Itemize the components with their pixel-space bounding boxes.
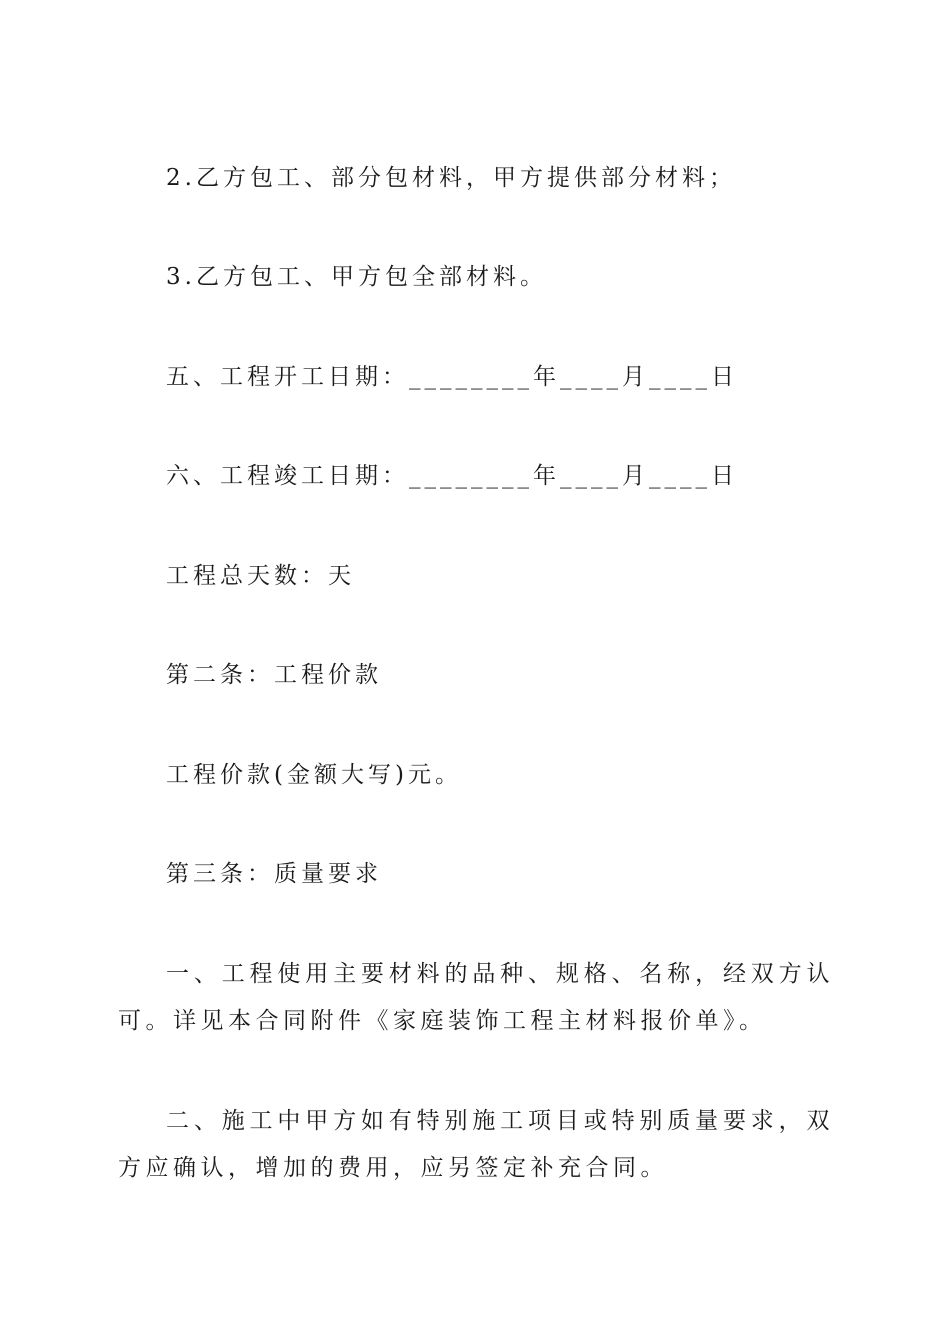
contract-line-project-price: 工程价款(金额大写)元。	[166, 762, 462, 788]
contract-line-total-days: 工程总天数：天	[166, 563, 355, 589]
contract-line-option-2: 2.乙方包工、部分包材料，甲方提供部分材料；	[166, 165, 736, 191]
section-heading-article-3: 第三条：质量要求	[166, 861, 382, 887]
contract-line-start-date: 五、工程开工日期：________年____月____日	[166, 364, 738, 390]
contract-line-option-3: 3.乙方包工、甲方包全部材料。	[166, 264, 547, 290]
quality-clause-1: 一、工程使用主要材料的品种、规格、名称，经双方认可。详见本合同附件《家庭装饰工程主材料报价单》。	[118, 961, 834, 1034]
section-heading-article-2: 第二条：工程价款	[166, 662, 382, 688]
quality-clause-2: 二、施工中甲方如有特别施工项目或特别质量要求，双方应确认，增加的费用，应另签定补充合同。	[118, 1108, 834, 1181]
contract-line-completion-date: 六、工程竣工日期：________年____月____日	[166, 463, 738, 489]
